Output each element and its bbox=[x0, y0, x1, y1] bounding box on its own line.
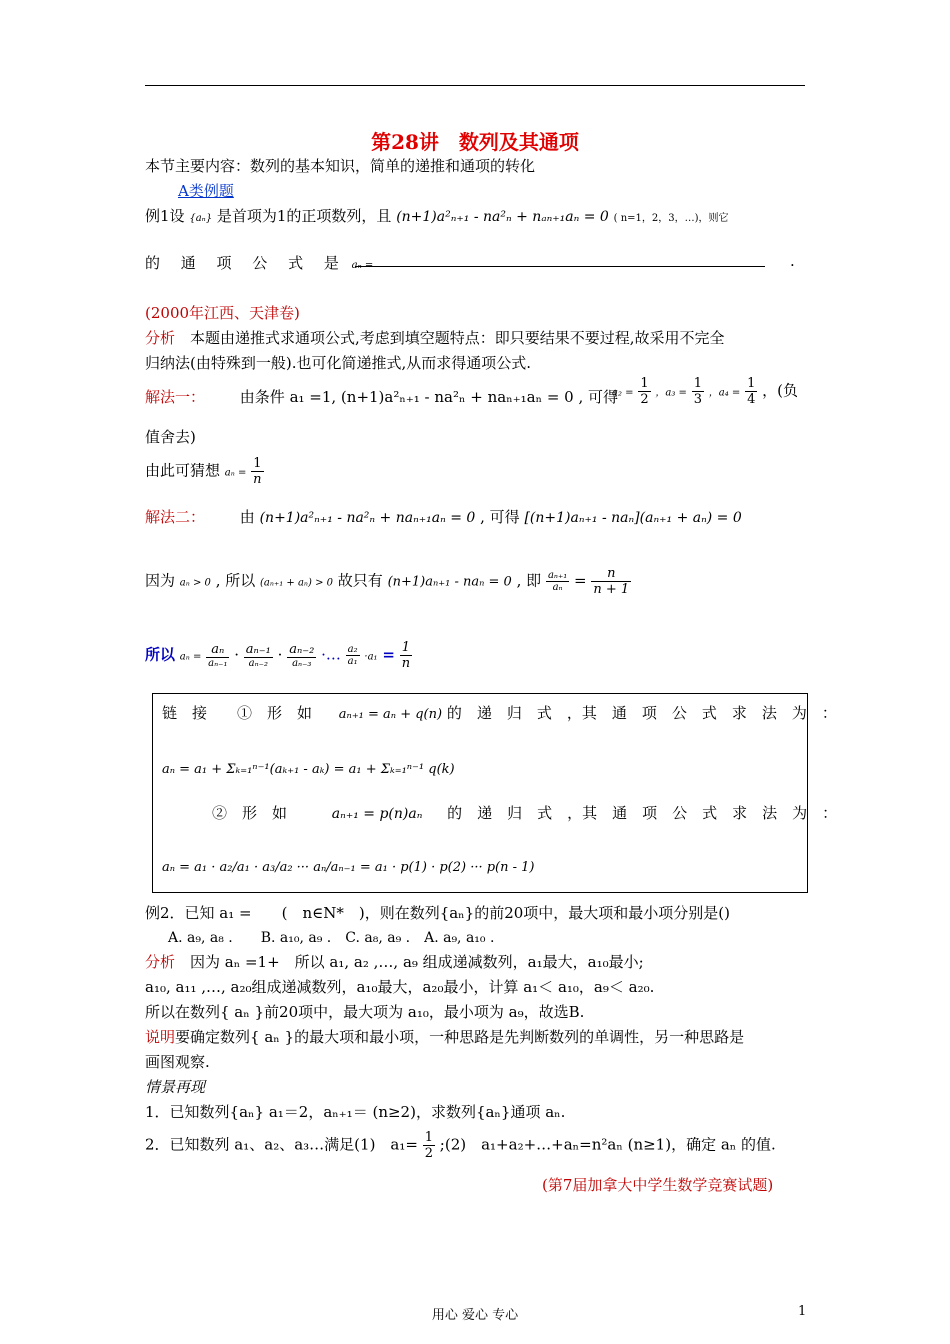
so-line: 所以 aₙ = $\frac{\text{aₙ}}{\text{aₙ₋₁}}$ · $\frac{\text{aₙ₋₁}}{\text{aₙ₋₂}}$ · $\frac{\text{aₙ₋₂}}{\text{aₙ₋₃}}$ ·… $\frac{\text{a₂}}{\text{a₁}}$ ·a₁ = $\frac{1}{n}$ bbox=[145, 640, 411, 671]
box-line4: aₙ = a₁ · a₂/a₁ · a₃/a₂ ··· aₙ/aₙ₋₁ = a₁ · p(1) · p(2) ··· p(n - 1) bbox=[162, 860, 535, 875]
box-l1f: aₙ₊₁ = aₙ + q(n) bbox=[338, 707, 443, 722]
solution2-line2 bbox=[145, 566, 631, 597]
sol2-f2: [(n+1)aₙ₊₁ - naₙ](aₙ₊₁ + aₙ) = 0 bbox=[524, 510, 742, 526]
ex2-note-text: 要确定数列{ aₙ }的最大项和最小项，一种思路是先判断数列的单调性，另一种思路是 bbox=[175, 1028, 745, 1046]
frac-quarter: $\frac{1}{4}$ bbox=[747, 376, 756, 407]
frac-1-over-n: $\frac{1}{n}$ bbox=[253, 456, 262, 487]
scene-q2 bbox=[145, 1130, 776, 1161]
so-frac4: $\frac{\text{a₂}}{\text{a₁}}$ bbox=[347, 644, 358, 667]
ex2-note-line2: 画图观察. bbox=[145, 1053, 210, 1071]
analysis1-line1 bbox=[145, 327, 725, 348]
so-frac3: $\frac{\text{aₙ₋₂}}{\text{aₙ₋₃}}$ bbox=[289, 642, 315, 669]
ex1-text1: 是首项为1的正项数列，且 bbox=[216, 207, 392, 225]
ex2-analysis-line3: 所以在数列{ aₙ }前20项中，最大项为 a₁₀，最小项为 a₉，故选B. bbox=[145, 1003, 585, 1021]
ex2-analysis-text: 因为 aₙ =1+ 所以 a₁, a₂ ,…, a₉ 组成递减数列，a₁最大，a₁₀最小; bbox=[175, 953, 644, 971]
ex2-analysis-line2: a₁₀, a₁₁ ,…, a₂₀组成递减数列，a₁₀最大，a₂₀最小，计算 a₁＜ a₁₀，a₉＜ a₂₀. bbox=[145, 978, 655, 996]
page-number: 1 bbox=[798, 1304, 807, 1319]
ex2-analysis-label: 分析 bbox=[145, 953, 176, 971]
ex2-analysis-line1 bbox=[145, 951, 644, 972]
scene-q2-frac: $\frac{1}{2}$ bbox=[424, 1130, 434, 1161]
sol2-lead: 由 bbox=[239, 508, 255, 526]
answer-blank[interactable] bbox=[355, 266, 765, 267]
sol1-line2: 值舍去) bbox=[145, 428, 196, 446]
box-l1b: 的 递 归 式 ，其 通 项 公 式 求 法 为 ： bbox=[446, 704, 837, 722]
ex1-lead: 例1设 bbox=[145, 207, 185, 225]
ex2-options: A. a₉, a₈ . B. a₁₀, a₉ . C. a₈, a₉ . A. a₉, a₁₀ . bbox=[168, 930, 495, 946]
page-footer: 用心 爱心 专心 bbox=[431, 1308, 519, 1323]
page-title: 第28讲 数列及其通项 bbox=[371, 130, 579, 154]
ex1-line2-var: aₙ = bbox=[351, 260, 374, 271]
so-label: 所以 bbox=[145, 645, 176, 664]
so-frac2: $\frac{\text{aₙ₋₁}}{\text{aₙ₋₂}}$ bbox=[245, 642, 271, 669]
frac-ratio: $\frac{\text{aₙ₊₁}}{\text{aₙ}}$ bbox=[547, 570, 568, 593]
ex2-note-label: 说明 bbox=[145, 1028, 176, 1046]
sol2-c1: aₙ > 0 bbox=[179, 577, 211, 589]
ex1-source: (2000年江西、天津卷) bbox=[145, 304, 300, 322]
solution1-line1 bbox=[145, 386, 618, 407]
box-l3f: aₙ₊₁ = p(n)aₙ bbox=[331, 806, 423, 822]
sol2-only: 故只有 bbox=[337, 571, 383, 590]
so-res-eq: = bbox=[382, 645, 395, 664]
sol1-guess-var: aₙ = bbox=[224, 467, 247, 479]
sol1-guess-text: 由此可猜想 bbox=[145, 461, 221, 480]
sol2-mid: , 可得 bbox=[480, 508, 520, 526]
sol1-a2: a₂ = bbox=[612, 387, 634, 399]
header-rule bbox=[145, 85, 805, 86]
example1-line1 bbox=[145, 205, 729, 226]
sol1-guess bbox=[145, 456, 264, 487]
sol2-c2: (aₙ₊₁ + aₙ) > 0 bbox=[260, 577, 333, 589]
ex2-note-line1 bbox=[145, 1026, 744, 1047]
sol1-tail: ，(负 bbox=[762, 381, 798, 400]
ex1-end: . bbox=[790, 252, 795, 270]
box-l3a: ② 形 如 bbox=[212, 804, 288, 822]
sol2-ie: , 即 bbox=[516, 571, 542, 590]
example1-line2 bbox=[145, 252, 373, 273]
analysis1-text1: 本题由递推式求通项公式,考虑到填空题特点：即只要结果不要过程,故采用不完全 bbox=[175, 329, 725, 347]
ex1-seq: {aₙ} bbox=[189, 213, 213, 224]
box-line1 bbox=[162, 702, 837, 723]
ex1-cond: ( n=1，2，3，…)，则它 bbox=[613, 213, 729, 224]
sol2-so1: , 所以 bbox=[215, 571, 256, 590]
sol1-values bbox=[612, 376, 798, 407]
ex1-formula: (n+1)a²ₙ₊₁ - na²ₙ + nₐₙ₊₁aₙ = 0 bbox=[396, 209, 609, 225]
sol1-text: 由条件 a₁ =1, (n+1)a²ₙ₊₁ - na²ₙ + naₙ₊₁aₙ = 0 , 可得 bbox=[239, 388, 619, 406]
scene-q2b: ;(2) a₁+a₂+…+aₙ=n²aₙ (n≥1)，确定 aₙ 的值. bbox=[439, 1135, 776, 1154]
box-l3b: 的 递 归 式 ，其 通 项 公 式 求 法 为 ： bbox=[447, 804, 838, 822]
solution2-line1 bbox=[145, 506, 742, 527]
ex2-question: 例2．已知 a₁ = ( n∈N* )，则在数列{aₙ}的前20项中，最大项和最小项分别是() bbox=[145, 904, 731, 922]
box-line3 bbox=[212, 802, 837, 823]
frac-half: $\frac{1}{2}$ bbox=[640, 376, 649, 407]
scene-source: (第7届加拿大中学生数学竞赛试题) bbox=[542, 1176, 774, 1194]
scene-q2a: 2．已知数列 a₁、a₂、a₃…满足(1) a₁= bbox=[145, 1135, 418, 1154]
intro-text: 本节主要内容：数列的基本知识，简单的递推和通项的转化 bbox=[145, 157, 536, 175]
box-l1a: 链 接 ① 形 如 bbox=[162, 704, 313, 722]
section-a-link[interactable]: A类例题 bbox=[178, 182, 234, 200]
analysis1-label: 分析 bbox=[145, 329, 176, 347]
so-lhs: aₙ = bbox=[179, 651, 202, 663]
sol2-f1: (n+1)a²ₙ₊₁ - na²ₙ + naₙ₊₁aₙ = 0 bbox=[259, 510, 476, 526]
sol1-label: 解法一： bbox=[145, 388, 206, 406]
sol2-because: 因为 bbox=[145, 571, 176, 590]
sol2-eq: = bbox=[574, 571, 587, 590]
sol1-a4: ，a₄ = bbox=[708, 387, 741, 399]
scene-q1: 1．已知数列{aₙ} a₁＝2，aₙ₊₁＝ (n≥2)，求数列{aₙ}通项 aₙ. bbox=[145, 1103, 566, 1121]
frac-n-over-n1: $\frac{n}{n + 1}$ bbox=[593, 566, 630, 597]
sol2-c3: (n+1)aₙ₊₁ - naₙ = 0 bbox=[387, 574, 512, 590]
sol2-label: 解法二： bbox=[145, 508, 206, 526]
sol1-a3: ，a₃ = bbox=[655, 387, 687, 399]
so-dots: ·… bbox=[321, 645, 341, 664]
frac-third: $\frac{1}{3}$ bbox=[693, 376, 702, 407]
analysis1-line2: 归纳法(由特殊到一般).也可化简递推式,从而求得通项公式. bbox=[145, 354, 532, 372]
scene-title: 情景再现 bbox=[145, 1078, 206, 1096]
ex1-line2-prefix: 的 通 项 公 式 是 bbox=[145, 254, 347, 272]
so-result: $\frac{1}{n}$ bbox=[401, 640, 411, 671]
so-frac1: $\frac{\text{aₙ}}{\text{aₙ₋₁}}$ bbox=[208, 642, 228, 669]
so-tail: ·a₁ bbox=[364, 651, 378, 663]
box-line2: aₙ = a₁ + Σₖ₌₁ⁿ⁻¹(aₖ₊₁ - aₖ) = a₁ + Σₖ₌₁ⁿ⁻¹ q(k) bbox=[162, 762, 455, 777]
